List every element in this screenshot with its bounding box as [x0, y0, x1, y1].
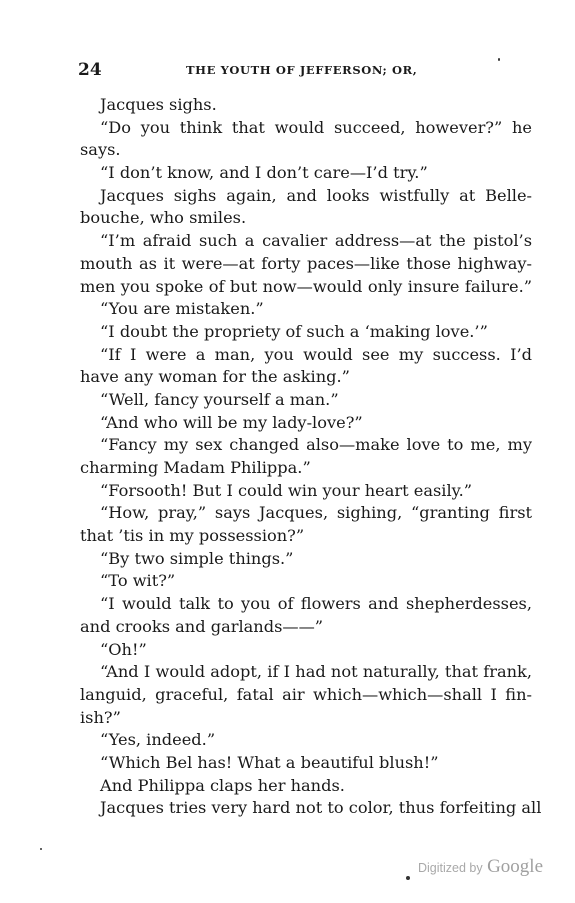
text-line: “Fancy my sex changed also—make love to me, my: [100, 435, 532, 455]
text-line: “You are mistaken.”: [100, 299, 264, 319]
text-line: “And who will be my lady-love?”: [100, 412, 363, 432]
text-line: “I doubt the propriety of such a ‘making love.’”: [100, 321, 488, 341]
text-line: bouche, who smiles.: [80, 208, 247, 228]
text-line: And Philippa claps her hands.: [100, 775, 345, 795]
text-line: Jacques sighs again, and looks wistfully at Belle-: [100, 185, 532, 205]
text-line: men you spoke of but now—would only insure failure.”: [80, 276, 532, 296]
text-line: “Forsooth! But I could win your heart easily.”: [100, 480, 473, 500]
text-line: “And I would adopt, if I had not naturally, that frank,: [100, 662, 532, 682]
text-line: “Yes, indeed.”: [100, 730, 216, 750]
page-number: 24: [78, 60, 102, 80]
text-line: and crooks and garlands——”: [80, 616, 324, 636]
text-line: “I don’t know, and I don’t care—I’d try.”: [100, 163, 428, 183]
text-line: languid, graceful, fatal air which—which—shall I fin-: [80, 684, 532, 704]
running-title: THE YOUTH OF JEFFERSON; OR,: [186, 63, 418, 77]
print-speck: [406, 876, 410, 880]
text-line: ish?”: [80, 707, 121, 727]
text-line: “To wit?”: [100, 571, 176, 591]
text-line: “I would talk to you of flowers and shepherdesses,: [100, 594, 532, 614]
text-line: “Well, fancy yourself a man.”: [100, 389, 339, 409]
text-line: “Do you think that would succeed, however?” he: [100, 117, 532, 137]
running-head: [78, 60, 538, 82]
text-line: “Oh!”: [100, 639, 147, 659]
text-line: says.: [80, 140, 121, 160]
text-line: “How, pray,” says Jacques, sighing, “granting first: [100, 503, 532, 523]
body-text: [80, 94, 542, 820]
text-line: “If I were a man, you would see my success. I’d: [100, 344, 532, 364]
text-line: that ’tis in my possession?”: [80, 526, 305, 546]
print-speck: [40, 848, 42, 850]
text-line: “I’m afraid such a cavalier address—at the pistol’s: [100, 231, 532, 251]
google-logo: Google: [487, 856, 544, 877]
text-line: Jacques sighs.: [100, 95, 217, 114]
watermark-digitized-text: Digitized by: [418, 861, 483, 875]
text-line: “Which Bel has! What a beautiful blush!”: [100, 752, 439, 772]
google-digitized-watermark: [418, 856, 543, 878]
print-speck: [498, 58, 500, 61]
text-line: Jacques tries very hard not to color, thus forfeiting all: [100, 798, 542, 818]
text-line: have any woman for the asking.”: [80, 367, 350, 387]
text-line: “By two simple things.”: [100, 548, 294, 568]
text-line: charming Madam Philippa.”: [80, 458, 311, 477]
text-line: mouth as it were—at forty paces—like those highway-: [80, 253, 532, 273]
